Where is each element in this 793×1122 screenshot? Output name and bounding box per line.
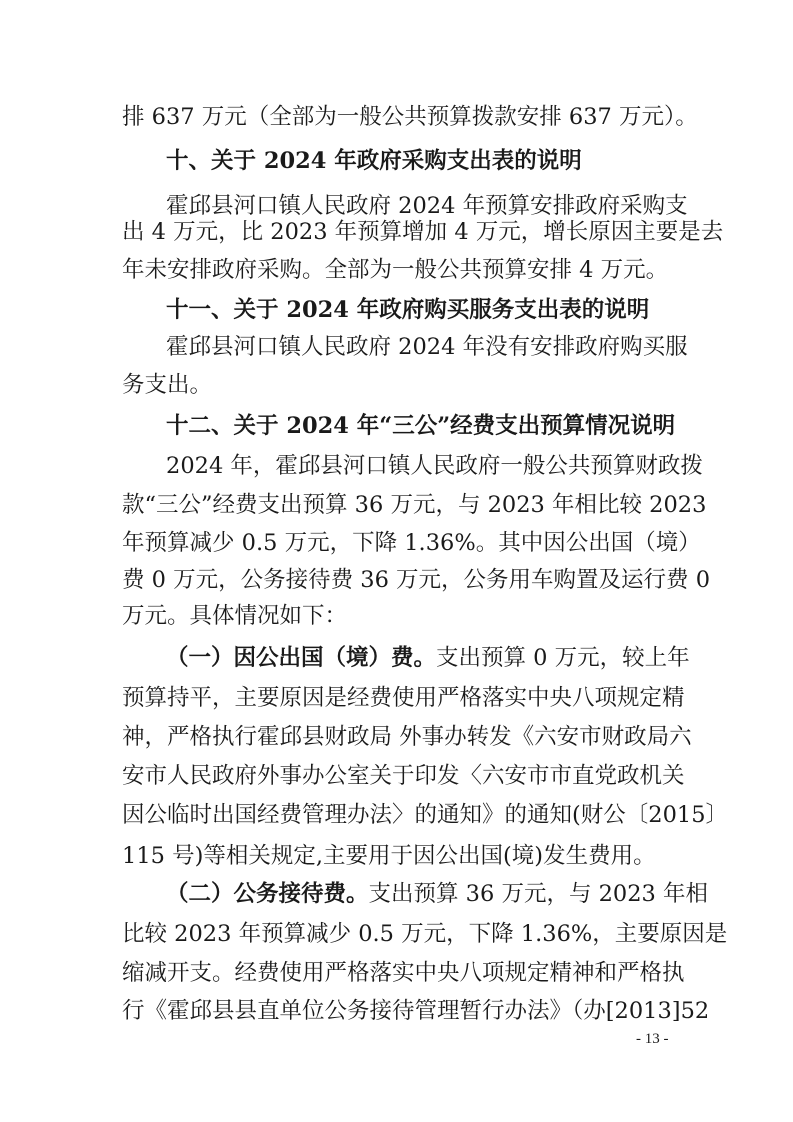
bold-lead-outbound-travel: （一）因公出国（境）费。 — [166, 645, 437, 671]
text-span: 支出预算 0 万元，较上年 — [436, 645, 690, 671]
paragraph-lead-line — [166, 874, 709, 914]
paragraph-lead-line — [166, 638, 690, 678]
text-line: 霍邱县河口镇人民政府 2024 年没有安排政府购买服 — [166, 334, 688, 360]
text-line: 安市人民政府外事办公室关于印发〈六安市市直党政机关 — [122, 763, 685, 789]
text-line: 务支出。 — [122, 372, 213, 398]
text-line: 排 637 万元（全部为一般公共预算拨款安排 637 万元）。 — [122, 104, 698, 130]
text-line: 年预算减少 0.5 万元，下降 1.36%。其中因公出国（境） — [122, 530, 701, 556]
text-line: 行《霍邱县县直单位公务接待管理暂行办法》（办[2013]52 — [122, 998, 710, 1024]
section-heading-10: 十、关于 2024 年政府采购支出表的说明 — [166, 148, 582, 174]
section-heading-12: 十二、关于 2024 年“三公”经费支出预算情况说明 — [166, 413, 676, 439]
text-line: 神，严格执行霍邱县财政局 外事办转发《六安市财政局六 — [122, 724, 692, 750]
text-line: 预算持平，主要原因是经费使用严格落实中央八项规定精 — [122, 685, 685, 711]
text-line: 费 0 万元，公务接待费 36 万元，公务用车购置及运行费 0 — [122, 567, 711, 593]
text-line: 出 4 万元，比 2023 年预算增加 4 万元，增长原因主要是去 — [122, 219, 724, 245]
text-line: 款“三公”经费支出预算 36 万元，与 2023 年相比较 2023 — [122, 492, 707, 518]
text-line: 比较 2023 年预算减少 0.5 万元，下降 1.36%，主要原因是 — [122, 921, 728, 947]
text-line: 因公临时出国经费管理办法〉的通知》的通知(财公〔2015〕 — [122, 802, 729, 828]
text-line: 缩减开支。经费使用严格落实中央八项规定精神和严格执 — [122, 960, 685, 986]
page-number: - 13 - — [636, 1031, 669, 1047]
text-span: 支出预算 36 万元，与 2023 年相 — [368, 881, 709, 907]
text-line: 万元。具体情况如下： — [122, 603, 348, 629]
bold-lead-reception: （二）公务接待费。 — [166, 881, 369, 907]
text-line: 年未安排政府采购。全部为一般公共预算安排 4 万元。 — [122, 257, 669, 283]
text-line: 霍邱县河口镇人民政府 2024 年预算安排政府采购支 — [166, 193, 688, 219]
section-heading-11: 十一、关于 2024 年政府购买服务支出表的说明 — [166, 297, 650, 323]
text-line: 2024 年，霍邱县河口镇人民政府一般公共预算财政拨 — [166, 453, 703, 479]
text-line: 115 号)等相关规定,主要用于因公出国(境)发生费用。 — [122, 843, 656, 869]
